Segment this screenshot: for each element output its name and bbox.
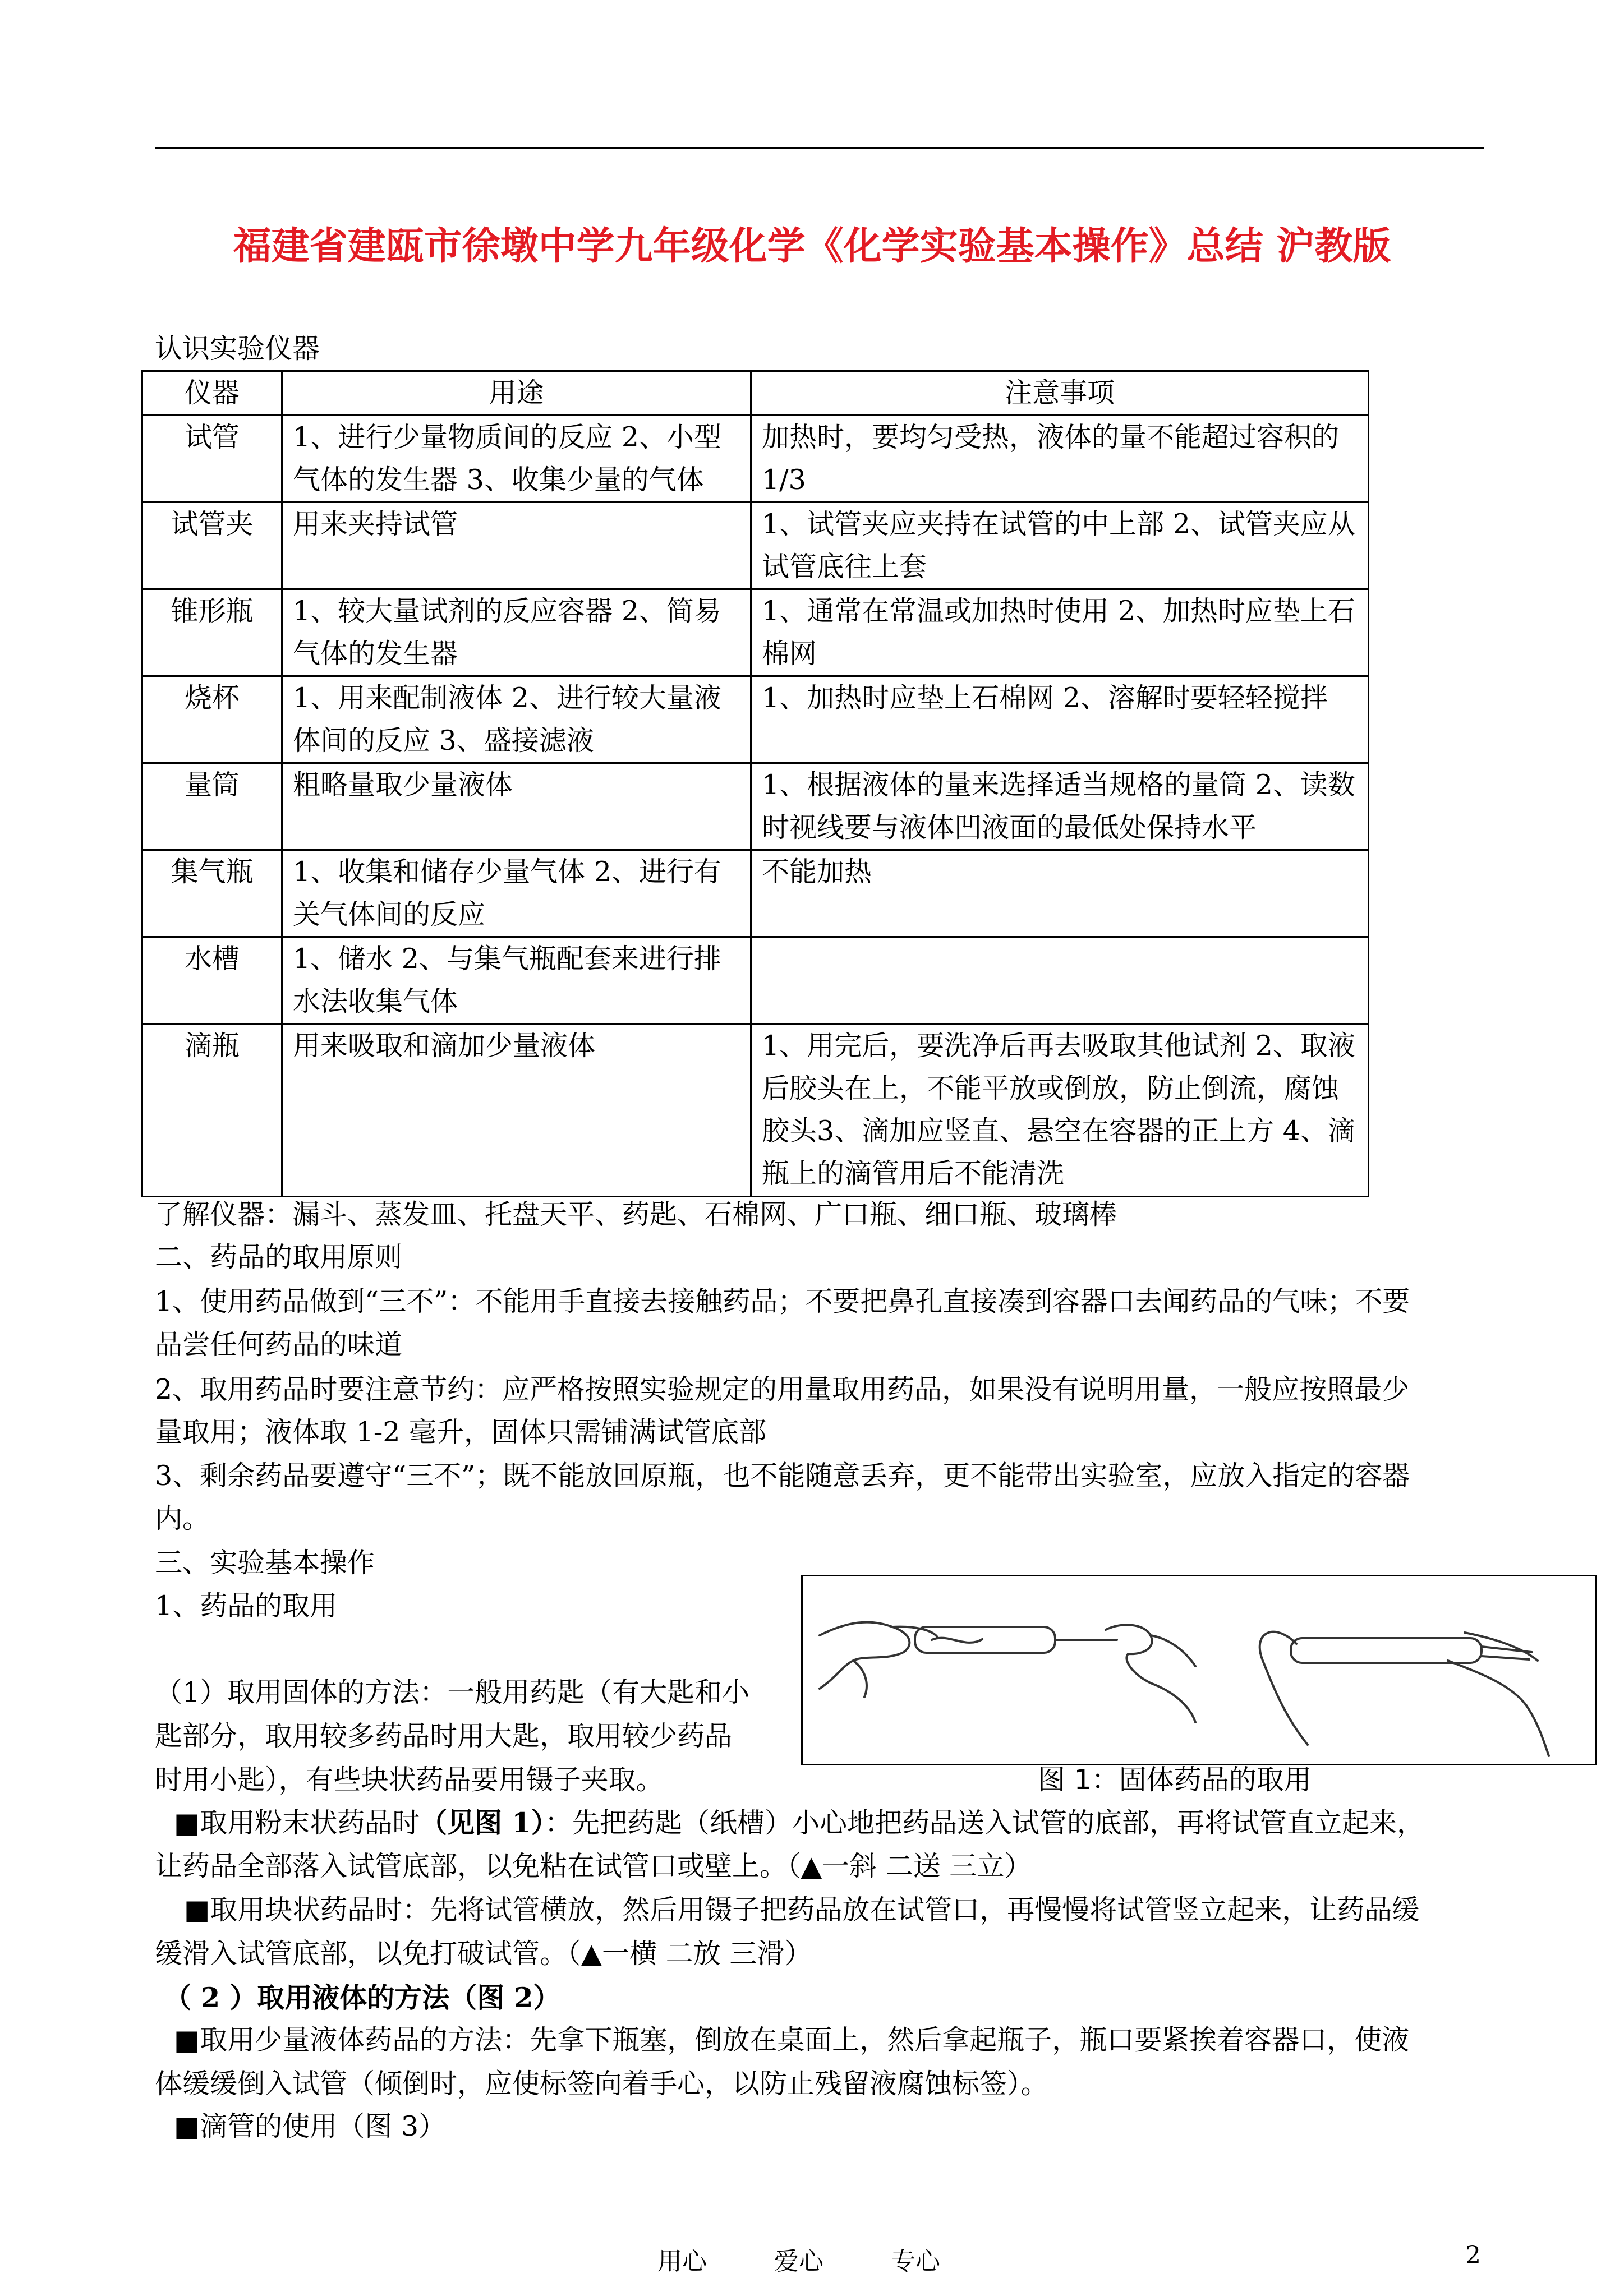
instrument-name-cell: 烧杯 <box>142 676 282 763</box>
text-line: 了解仪器：漏斗、蒸发皿、托盘天平、药匙、石棉网、广口瓶、细口瓶、玻璃棒 <box>155 1198 1117 1230</box>
use-cell: 1、进行少量物质间的反应 2、小型气体的发生器 3、收集少量的气体 <box>282 416 751 502</box>
text-line: ■取用块状药品时：先将试管横放，然后用镊子把药品放在试管口，再慢慢将试管竖立起来，让药品缓 <box>184 1894 1420 1926</box>
heading-operations: 三、实验基本操作 <box>155 1547 375 1579</box>
text-line: 缓滑入试管底部，以免打破试管。（▲一横 二放 三滑） <box>155 1938 812 1970</box>
text-span: ：先把药匙（纸槽）小心地把药品送入试管的底部，再将试管直立起来， <box>544 1807 1424 1839</box>
page-title: 福建省建瓯市徐墩中学九年级化学《化学实验基本操作》总结 沪教版 <box>233 224 1391 269</box>
notes-cell: 1、用完后，要洗净后再去吸取其他试剂 2、取液后胶头在上，不能平放或倒放，防止倒流，腐蚀胶头3、滴加应竖直、悬空在容器的正上方 4、滴瓶上的滴管用后不能清洗 <box>751 1024 1369 1197</box>
table-row <box>142 1024 1369 1197</box>
instrument-table <box>141 370 1369 1197</box>
instrument-name-cell: 量筒 <box>142 763 282 850</box>
notes-cell: 1、根据液体的量来选择适当规格的量筒 2、读数时视线要与液体凹液面的最低处保持水平 <box>751 763 1369 850</box>
text-line <box>174 1801 1424 1845</box>
text-line: ■滴管的使用（图 3） <box>174 2110 447 2142</box>
text-line: 量取用；液体取 1-2 毫升，固体只需铺满试管底部 <box>155 1416 767 1448</box>
notes-cell: 1、通常在常温或加热时使用 2、加热时应垫上石棉网 <box>751 589 1369 676</box>
notes-cell: 加热时，要均匀受热，液体的量不能超过容积的 1/3 <box>751 416 1369 502</box>
page-number: 2 <box>1465 2241 1481 2270</box>
solid-drug-illustration <box>803 1576 1595 1764</box>
footer-word: 爱心 <box>774 2247 823 2276</box>
header-instrument: 仪器 <box>142 371 282 416</box>
figure-ref: （见图 1） <box>420 1806 545 1839</box>
text-line: 3、剩余药品要遵守“三不”；既不能放回原瓶，也不能随意丢弃，更不能带出实验室，应放入指定的容器 <box>155 1460 1410 1492</box>
use-cell: 1、收集和储存少量气体 2、进行有关气体间的反应 <box>282 850 751 937</box>
use-cell: 1、较大量试剂的反应容器 2、简易气体的发生器 <box>282 589 751 676</box>
text-line: 让药品全部落入试管底部，以免粘在试管口或壁上。（▲一斜 二送 三立） <box>155 1850 1032 1882</box>
text-line: 时用小匙），有些块状药品要用镊子夹取。 <box>155 1764 664 1796</box>
use-cell: 用来吸取和滴加少量液体 <box>282 1024 751 1197</box>
header-use: 用途 <box>282 371 751 416</box>
use-cell: 1、用来配制液体 2、进行较大量液体间的反应 3、盛接滤液 <box>282 676 751 763</box>
table-row <box>142 416 1369 502</box>
text-line: 体缓缓倒入试管（倾倒时，应使标签向着手心，以防止残留液腐蚀标签）。 <box>155 2068 1048 2100</box>
table-row <box>142 937 1369 1024</box>
footer-word: 用心 <box>657 2247 707 2276</box>
header-rule <box>155 147 1484 149</box>
text-line: 匙部分，取用较多药品时用大匙，取用较少药品 <box>155 1720 733 1752</box>
table-header-row <box>142 371 1369 416</box>
notes-cell: 不能加热 <box>751 850 1369 937</box>
figure-1-caption: 图 1：固体药品的取用 <box>1038 1764 1312 1796</box>
table-row <box>142 589 1369 676</box>
text-line: 内。 <box>155 1502 210 1534</box>
instrument-name-cell: 集气瓶 <box>142 850 282 937</box>
section-instruments: 认识实验仪器 <box>155 333 320 365</box>
text-line: 2、取用药品时要注意节约：应严格按照实验规定的用量取用药品，如果没有说明用量，一般应按照最少 <box>155 1373 1410 1405</box>
table-row <box>142 850 1369 937</box>
use-cell: 用来夹持试管 <box>282 502 751 589</box>
instrument-name-cell: 水槽 <box>142 937 282 1024</box>
text-span: ■取用粉末状药品时 <box>174 1807 420 1839</box>
table-row <box>142 763 1369 850</box>
text-line: （1）取用固体的方法：一般用药匙（有大匙和小 <box>155 1676 750 1708</box>
header-notes: 注意事项 <box>751 371 1369 416</box>
footer-word: 专心 <box>891 2247 940 2276</box>
instrument-name-cell: 滴瓶 <box>142 1024 282 1197</box>
text-line: ■取用少量液体药品的方法：先拿下瓶塞，倒放在桌面上，然后拿起瓶子，瓶口要紧挨着容器口，使液 <box>174 2024 1410 2056</box>
text-line: 品尝任何药品的味道 <box>155 1329 403 1361</box>
text-line: 1、使用药品做到“三不”：不能用手直接去接触药品；不要把鼻孔直接凑到容器口去闻药品的气味；不要 <box>155 1285 1410 1317</box>
notes-cell: 1、加热时应垫上石棉网 2、溶解时要轻轻搅拌 <box>751 676 1369 763</box>
heading-liquid: （ 2 ）取用液体的方法（图 2） <box>164 1981 561 2014</box>
heading-principles: 二、药品的取用原则 <box>155 1241 403 1273</box>
heading-drug-taking: 1、药品的取用 <box>155 1590 338 1622</box>
notes-cell: 1、试管夹应夹持在试管的中上部 2、试管夹应从试管底往上套 <box>751 502 1369 589</box>
notes-cell <box>751 937 1369 1024</box>
use-cell: 粗略量取少量液体 <box>282 763 751 850</box>
instrument-name-cell: 锥形瓶 <box>142 589 282 676</box>
instrument-name-cell: 试管夹 <box>142 502 282 589</box>
table-row <box>142 502 1369 589</box>
figure-1 <box>801 1575 1597 1765</box>
use-cell: 1、储水 2、与集气瓶配套来进行排水法收集气体 <box>282 937 751 1024</box>
table-row <box>142 676 1369 763</box>
footer-motto <box>657 2241 1007 2277</box>
instrument-name-cell: 试管 <box>142 416 282 502</box>
